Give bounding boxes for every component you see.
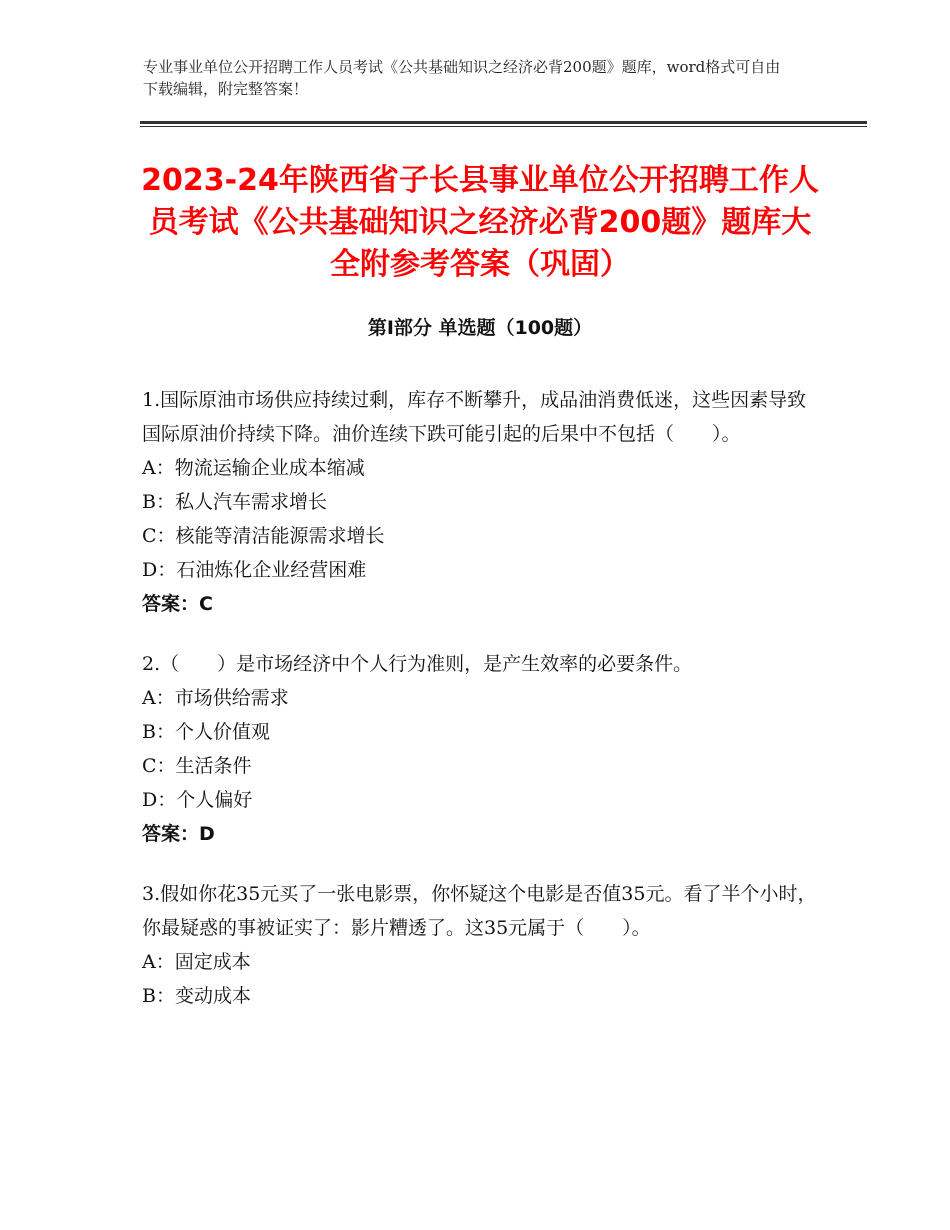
question-stem: 3.假如你花35元买了一张电影票，你怀疑这个电影是否值35元。看了半个小时，你最疑惑的事被证实了：影片糟透了。这35元属于（ ）。 [142, 883, 817, 939]
option-d: D：个人偏好 [142, 789, 253, 811]
option-c: C：核能等清洁能源需求增长 [142, 525, 385, 547]
option-a: A：物流运输企业成本缩减 [142, 457, 365, 479]
option-a: A：固定成本 [142, 951, 251, 973]
header-note: 专业事业单位公开招聘工作人员考试《公共基础知识之经济必背200题》题库，word格式可自由下载编辑，附完整答案！ [143, 58, 781, 98]
question-1 [142, 383, 822, 621]
question-3 [142, 877, 822, 1013]
question-stem: 1.国际原油市场供应持续过剩，库存不断攀升，成品油消费低迷，这些因素导致国际原油价持续下降。油价连续下跌可能引起的后果中不包括（ ）。 [142, 389, 807, 445]
option-a: A：市场供给需求 [142, 687, 289, 709]
question-list [142, 383, 822, 1039]
answer: 答案：D [142, 823, 215, 845]
question-stem: 2.（ ）是市场经济中个人行为准则，是产生效率的必要条件。 [142, 653, 693, 675]
header-divider-thick [140, 121, 867, 124]
option-b: B：变动成本 [142, 985, 251, 1007]
option-b: B：私人汽车需求增长 [142, 491, 327, 513]
option-d: D：石油炼化企业经营困难 [142, 559, 367, 581]
document-title: 2023-24年陕西省子长县事业单位公开招聘工作人员考试《公共基础知识之经济必背200题》题库大全附参考答案（巩固） [141, 163, 819, 282]
question-2 [142, 647, 822, 851]
option-c: C：生活条件 [142, 755, 252, 777]
section-heading: 第Ⅰ部分 单选题（100题） [367, 317, 593, 339]
option-b: B：个人价值观 [142, 721, 270, 743]
answer: 答案：C [142, 593, 213, 615]
header-divider-thin [140, 126, 867, 127]
